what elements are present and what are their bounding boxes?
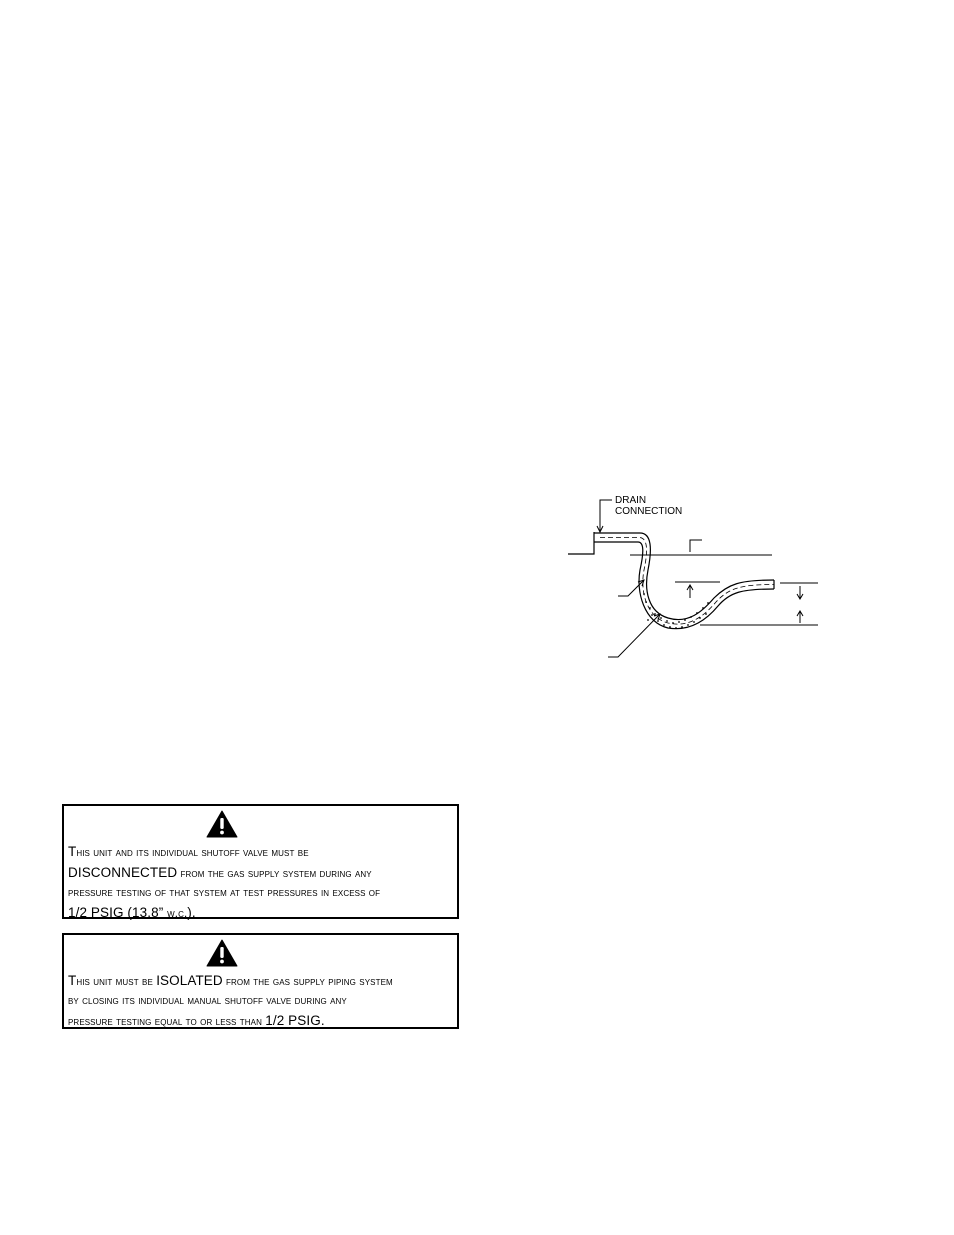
- text: w.c.: [167, 908, 188, 920]
- text: his unit and its individual shutoff valve must be: [76, 847, 309, 859]
- water-leader: [608, 614, 660, 657]
- warning-triangle-icon: [206, 810, 238, 838]
- drain-label-line2: CONNECTION: [615, 506, 683, 517]
- drain-trap-diagram: [560, 490, 830, 660]
- warning-text-isolate: [68, 971, 453, 1032]
- drain-label-line1: DRAIN: [615, 495, 647, 506]
- emphasis-pressure: 1/2 PSIG (13.8”: [68, 905, 168, 920]
- emphasis-pressure: 1/2 PSIG: [265, 1013, 321, 1028]
- text: from the gas supply system during any: [177, 868, 372, 880]
- unit-wall: [568, 532, 594, 554]
- trap-water-dots: [643, 593, 709, 629]
- text: by closing its individual manual shutoff valve during any: [68, 995, 347, 1007]
- text: from the gas supply piping system: [222, 976, 393, 988]
- text: .: [320, 1013, 325, 1028]
- text: pressure testing equal to or less than: [68, 1016, 266, 1028]
- text: his unit must be: [76, 976, 157, 988]
- emphasis-disconnected: DISCONNECTED: [68, 865, 178, 880]
- trap-tube-centerline: [600, 538, 774, 625]
- emphasis-isolated: ISOLATED: [156, 973, 223, 988]
- text: ).: [187, 905, 196, 920]
- top-dim-arrow: [690, 540, 702, 552]
- text: pressure testing of that system at test pressures in excess of: [68, 887, 381, 899]
- warning-text-disconnect: [68, 842, 453, 924]
- warning-box-isolate: [62, 933, 459, 1029]
- text: T: [68, 973, 77, 988]
- warning-triangle-icon: [206, 939, 238, 967]
- drain-leader-line: [600, 500, 612, 532]
- warning-box-disconnect: [62, 804, 459, 919]
- trap-tube-outer: [594, 533, 774, 620]
- text: T: [68, 844, 77, 859]
